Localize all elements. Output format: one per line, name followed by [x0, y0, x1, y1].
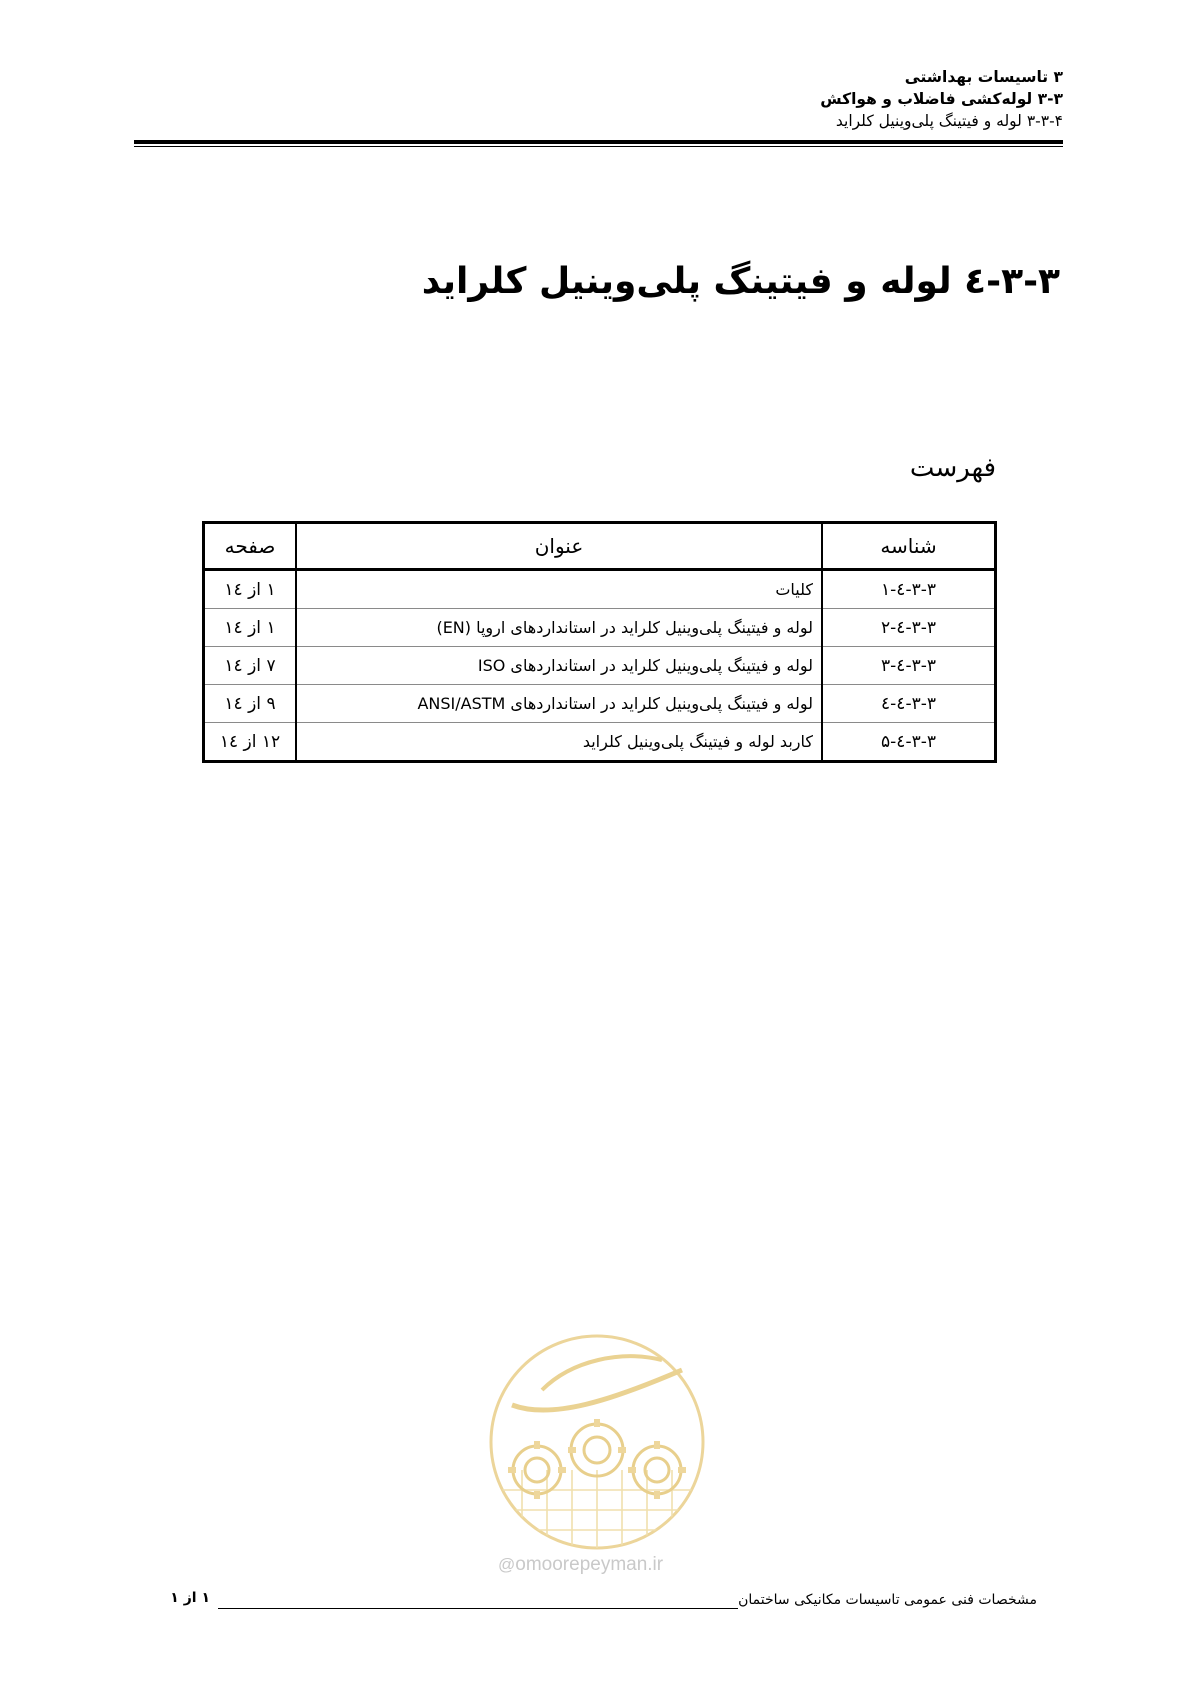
toc-row-title[interactable]: لوله و فیتینگ پلی‌وینیل کلراید در استانداردهای ANSI/ASTM — [296, 685, 822, 723]
toc-row-title[interactable]: کاربد لوله و فیتینگ پلی‌وینیل کلراید — [296, 723, 822, 762]
toc-table — [202, 521, 997, 763]
running-header — [463, 66, 1063, 132]
at-sign-icon: @ — [498, 1555, 516, 1574]
toc-row-id: ۳-۳-٤-۳ — [822, 647, 996, 685]
toc-row-page: ۷ از ١٤ — [204, 647, 297, 685]
toc-row-id: ۳-۳-٤-۱ — [822, 570, 996, 609]
toc-row-title[interactable]: کلیات — [296, 570, 822, 609]
footer-title: مشخصات فنی عمومی تاسیسات مکانیکی ساختمان — [738, 1592, 1037, 1608]
toc-col-title: عنوان — [296, 523, 822, 570]
toc-row-id: ۳-۳-٤-۵ — [822, 723, 996, 762]
watermark-site — [498, 1554, 698, 1578]
toc-row[interactable] — [204, 570, 996, 609]
toc-row[interactable] — [204, 647, 996, 685]
toc-row-title[interactable]: لوله و فیتینگ پلی‌وینیل کلراید در استانداردهای ISO — [296, 647, 822, 685]
page-title: ۳-۳-٤ لوله و فیتینگ پلی‌وینیل کلراید — [421, 261, 1060, 302]
toc-row-page: ۱۲ از ١٤ — [219, 731, 281, 752]
header-rule-thin — [134, 146, 1063, 147]
toc-heading: فهرست — [909, 453, 996, 483]
header-section: ۳-۳ لوله‌کشی فاضلاب و هواکش — [820, 90, 1063, 108]
toc-row[interactable] — [204, 609, 996, 647]
toc-row-page: ۱ از ١٤ — [204, 570, 297, 609]
toc-row-page: ۹ از ١٤ — [204, 685, 297, 723]
toc-row[interactable] — [204, 723, 996, 762]
watermark-site-text: omoorepeyman.ir — [515, 1554, 664, 1575]
header-rule-thick — [134, 140, 1063, 144]
toc-row-title[interactable]: لوله و فیتینگ پلی‌وینیل کلراید در استانداردهای اروپا (EN) — [296, 609, 822, 647]
toc-row[interactable] — [204, 685, 996, 723]
toc-header-row — [204, 523, 996, 570]
toc-row-id: ۳-۳-٤-٤ — [822, 685, 996, 723]
watermark-seal-logo — [482, 1330, 712, 1590]
toc-col-page: صفحه — [204, 523, 297, 570]
footer-rule — [218, 1608, 738, 1609]
footer-page-number: ۱ از ۱ — [170, 1590, 210, 1606]
toc-row-id: ۳-۳-٤-۲ — [822, 609, 996, 647]
toc-row-page: ۱ از ١٤ — [204, 609, 297, 647]
toc-col-id: شناسه — [822, 523, 996, 570]
header-subsection: ۳-۳-۴ لوله و فیتینگ پلی‌وینیل کلراید — [835, 112, 1063, 130]
header-chapter: ۳ تاسیسات بهداشتی — [904, 68, 1063, 86]
